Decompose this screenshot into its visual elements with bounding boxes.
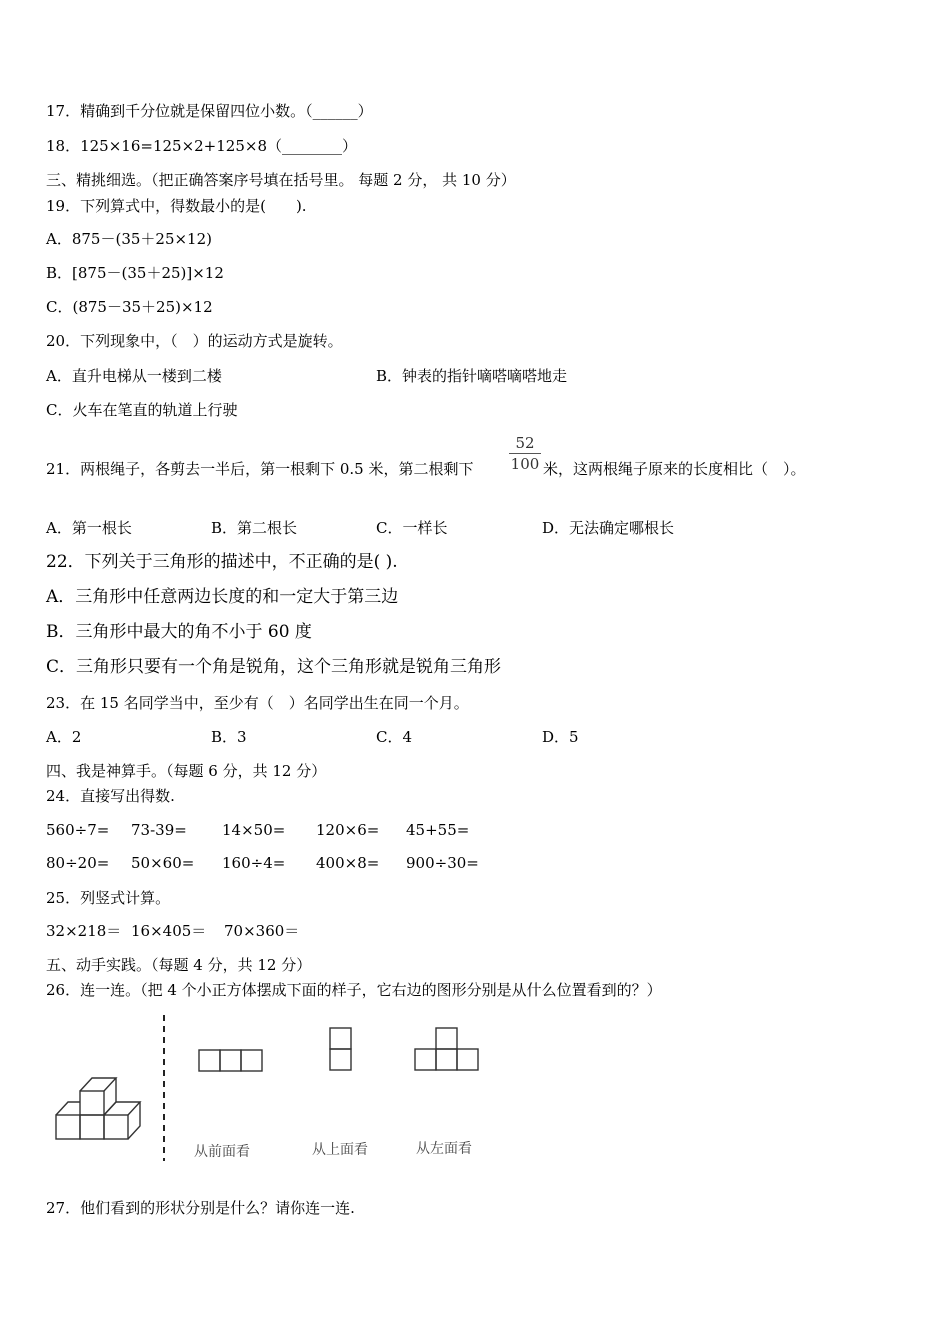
calc-item: 73-39= (131, 821, 187, 839)
fraction-numerator: 52 (515, 434, 535, 452)
question-21-option-a: A．第一根长 (46, 519, 132, 537)
vertical-calc-item: 32×218＝ (46, 922, 122, 940)
question-26-stem: 26．连一连。（把 4 个小正方体摆成下面的样子，它右边的图形分别是从什么位置看到的？） (46, 981, 662, 999)
question-20-option-a: A．直升电梯从一楼到二楼 (46, 367, 222, 385)
question-27: 27．他们看到的形状分别是什么？请你连一连. (46, 1199, 355, 1217)
question-21-fraction (509, 434, 541, 473)
calc-item: 160÷4= (222, 854, 286, 872)
calc-item: 14×50= (222, 821, 286, 839)
question-17: 17．精确到千分位就是保留四位小数。（______） (46, 102, 373, 120)
question-18: 18．125×16=125×2+125×8（________） (46, 137, 357, 155)
front-view-figure (196, 1047, 268, 1075)
question-21-option-b: B．第二根长 (211, 519, 298, 537)
question-19-option-a: A．875－(35＋25×12) (46, 230, 212, 248)
calc-item: 900÷30= (406, 854, 479, 872)
caption-left-view: 从左面看 (416, 1141, 472, 1157)
question-19-option-b: B．[875－(35＋25)]×12 (46, 264, 224, 282)
fraction-denominator: 100 (510, 455, 540, 473)
question-19-option-c: C．(875－35＋25)×12 (46, 298, 213, 316)
question-25-stem: 25．列竖式计算。 (46, 889, 171, 907)
caption-top-view: 从上面看 (312, 1142, 368, 1158)
question-20-stem: 20．下列现象中，（ ）的运动方式是旋转。 (46, 332, 343, 350)
question-21-option-d: D．无法确定哪根长 (542, 519, 675, 537)
caption-front-view: 从前面看 (194, 1144, 250, 1160)
question-24-stem: 24．直接写出得数. (46, 787, 175, 805)
calc-item: 120×6= (316, 821, 380, 839)
dashed-divider (160, 1015, 168, 1161)
vertical-calc-item: 16×405＝ (131, 922, 207, 940)
question-23-option-c: C．4 (376, 728, 413, 746)
calc-item: 400×8= (316, 854, 380, 872)
question-20-option-c: C．火车在笔直的轨道上行驶 (46, 401, 238, 419)
question-23-stem: 23．在 15 名同学当中，至少有（ ）名同学出生在同一个月。 (46, 694, 469, 712)
left-view-figure (412, 1025, 484, 1075)
vertical-calc-item: 70×360＝ (224, 922, 300, 940)
section-5-heading: 五、动手实践。（每题 4 分，共 12 分） (46, 956, 312, 974)
question-21-option-c: C．一样长 (376, 519, 448, 537)
question-22-option-b: B．三角形中最大的角不小于 60 度 (46, 622, 312, 642)
question-22-option-a: A．三角形中任意两边长度的和一定大于第三边 (46, 587, 399, 607)
question-23-option-a: A．2 (46, 728, 82, 746)
question-23-option-d: D．5 (542, 728, 579, 746)
section-3-heading: 三、精挑细选。（把正确答案序号填在括号里。 每题 2 分， 共 10 分） (46, 171, 516, 189)
calc-item: 45+55= (406, 821, 470, 839)
question-20-option-b: B．钟表的指针嘀嗒嘀嗒地走 (376, 367, 568, 385)
calc-item: 560÷7= (46, 821, 110, 839)
cube-stack-figure (50, 1070, 155, 1145)
calc-item: 50×60= (131, 854, 195, 872)
section-4-heading: 四、我是神算手。（每题 6 分，共 12 分） (46, 762, 327, 780)
top-view-figure (327, 1025, 357, 1075)
question-22-stem: 22．下列关于三角形的描述中，不正确的是( ). (46, 552, 398, 572)
question-21-stem: 21．两根绳子，各剪去一半后，第一根剩下 0.5 米，第二根剩下 (46, 460, 474, 478)
question-19-stem: 19．下列算式中，得数最小的是( ). (46, 197, 307, 215)
calc-item: 80÷20= (46, 854, 110, 872)
question-21-stem-end: 米，这两根绳子原来的长度相比（ ）。 (543, 460, 806, 478)
question-22-option-c: C．三角形只要有一个角是锐角，这个三角形就是锐角三角形 (46, 657, 502, 677)
question-23-option-b: B．3 (211, 728, 247, 746)
